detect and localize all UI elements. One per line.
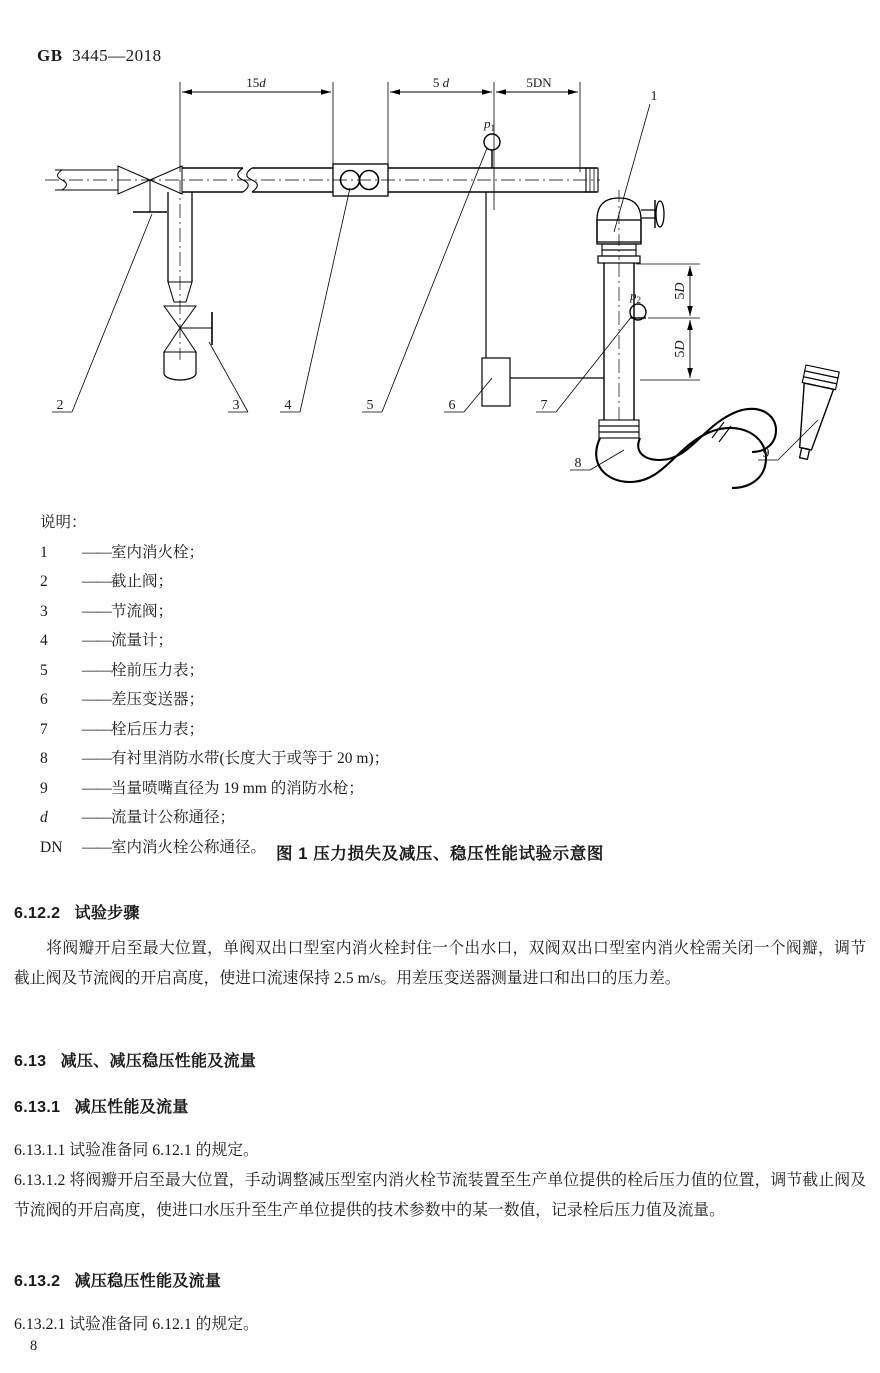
standard-prefix: GB — [37, 46, 63, 65]
legend-key: 9 — [40, 779, 48, 797]
callout-4: 4 — [284, 398, 292, 413]
legend-text: 截止阀； — [111, 573, 174, 590]
legend-text: 栓前压力表； — [111, 661, 205, 679]
legend-item-4 — [40, 626, 640, 656]
legend-text: 室内消火栓公称通径。 — [111, 838, 267, 856]
dimension-5d: 5 d — [432, 75, 450, 90]
callout-7: 7 — [540, 398, 548, 413]
dimension-5d-upper: 5D — [673, 282, 688, 300]
paragraph-6-13-1-1: 6.13.1.1 试验准备同 6.12.1 的规定。 — [14, 1142, 259, 1159]
legend-dash: —— — [82, 573, 111, 590]
callout-1: 1 — [650, 89, 658, 104]
legend-dash: —— — [82, 779, 111, 797]
legend-item-1 — [40, 538, 640, 568]
callout-3: 3 — [232, 398, 240, 413]
figure-1-diagram — [0, 60, 880, 490]
legend-text: 室内消火栓； — [111, 543, 205, 561]
legend-key: DN — [40, 838, 63, 856]
heading-6-13-1: 6.13.1 减压性能及流量 — [14, 1099, 189, 1116]
callout-6: 6 — [448, 398, 456, 413]
paragraph-6-13-2-1: 6.13.2.1 试验准备同 6.12.1 的规定。 — [14, 1316, 259, 1333]
legend-key: 1 — [40, 543, 48, 561]
legend-text: 流量计； — [111, 632, 174, 649]
legend-dash: —— — [82, 661, 111, 679]
legend-key: 5 — [40, 661, 48, 679]
gauge-label-p1: $p_1$ — [484, 116, 495, 133]
callout-2: 2 — [56, 398, 64, 413]
paragraph-6-13-1-2: 6.13.1.2 将阀瓣开启至最大位置，手动调整减压型室内消火栓节流装置至生产单位提供的栓后压力值的位置，调节截止阀及节流阀的开启高度，使进口水压升至生产单位提供的技术参数中的某一数值，记录栓后压力值及流量。 — [14, 1172, 866, 1219]
callout-5: 5 — [366, 398, 374, 413]
dimension-5dn: 5DN — [526, 75, 552, 90]
legend-item-3 — [40, 597, 640, 627]
legend-text: 当量喷嘴直径为 19 mm 的消防水枪； — [111, 779, 364, 797]
legend-item-8 — [40, 744, 640, 774]
standard-number: 3445—2018 — [72, 46, 162, 65]
legend-key: 7 — [40, 720, 48, 738]
legend-dash: —— — [82, 632, 111, 649]
legend-text: 节流阀； — [111, 602, 174, 620]
dimension-15d: 15d — [246, 75, 266, 90]
legend-key: d — [40, 809, 48, 826]
legend-dash: —— — [82, 838, 111, 856]
legend-key: 6 — [40, 691, 48, 708]
callout-8: 8 — [574, 456, 582, 471]
legend-key: 8 — [40, 750, 48, 767]
paragraph-text: 将阀瓣开启至最大位置，单阀双出口型室内消火栓封住一个出水口，双阀双出口型室内消火栓需关闭一个阀瓣，调节截止阀及节流阀的开启高度，使进口流速保持 2.5 m/s。用差压变送器测量进口和出口的压力差。 — [14, 940, 866, 987]
legend-item-d — [40, 803, 640, 833]
legend-text: 栓后压力表； — [111, 720, 205, 738]
legend-key: 4 — [40, 632, 48, 649]
figure-legend — [40, 508, 640, 862]
legend-item-5 — [40, 656, 640, 686]
legend-item-7 — [40, 715, 640, 745]
legend-text: 差压变送器； — [111, 691, 205, 708]
legend-dash: —— — [82, 720, 111, 738]
page-number: 8 — [30, 1338, 38, 1354]
heading-6-13-2: 6.13.2 减压稳压性能及流量 — [14, 1273, 222, 1290]
legend-text: 流量计公称通径； — [111, 809, 236, 826]
heading-6-13: 6.13 减压、减压稳压性能及流量 — [14, 1053, 257, 1070]
legend-dash: —— — [82, 543, 111, 561]
legend-dash: —— — [82, 602, 111, 620]
legend-text: 有衬里消防水带(长度大于或等于 20 m)； — [111, 750, 390, 767]
figure-caption: 图 1 压力损失及减压、稳压性能试验示意图 — [276, 845, 604, 863]
dimension-5d-lower: 5D — [673, 340, 688, 358]
legend-item-2 — [40, 567, 640, 597]
legend-item-6 — [40, 685, 640, 715]
gauge-label-p2: $p_2$ — [630, 288, 641, 305]
legend-dash: —— — [82, 691, 111, 708]
paragraph-6-12-2 — [14, 934, 866, 994]
legend-dash: —— — [82, 750, 111, 767]
heading-6-12-2: 6.12.2 试验步骤 — [14, 905, 140, 922]
legend-dash: —— — [82, 809, 111, 826]
callout-9: 9 — [762, 446, 770, 461]
legend-title: 说明： — [40, 514, 87, 531]
legend-item-9 — [40, 774, 640, 804]
legend-key: 2 — [40, 573, 48, 590]
legend-key: 3 — [40, 602, 48, 620]
